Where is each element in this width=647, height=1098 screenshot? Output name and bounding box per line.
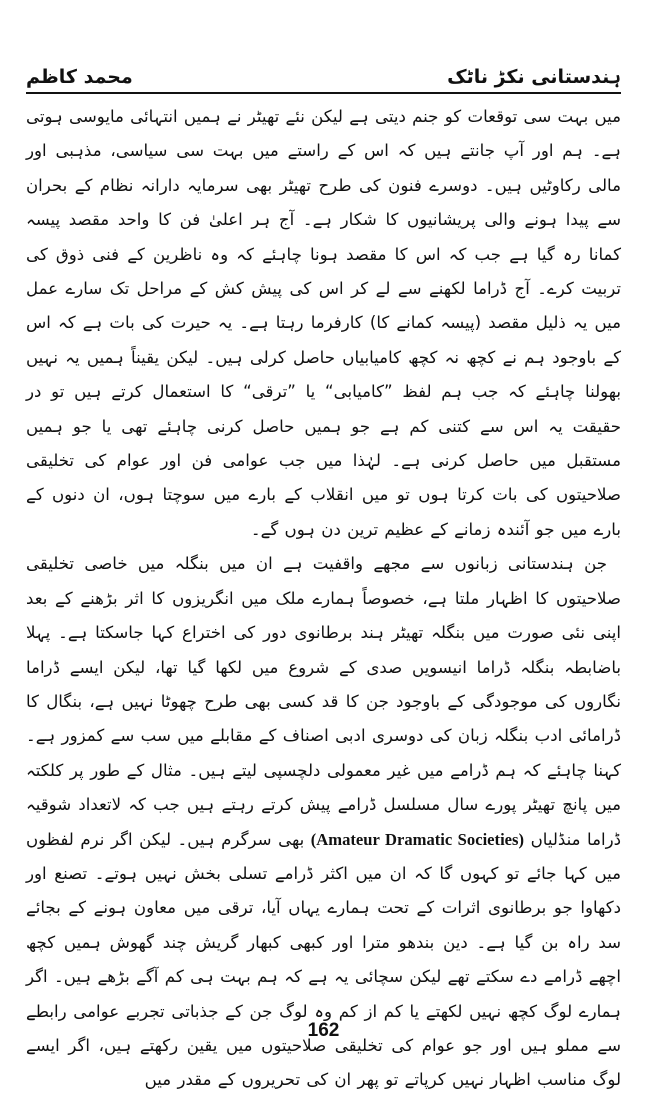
paragraph-2-part-2: بھی سرگرم ہیں۔ لیکن اگر نرم لفظوں میں کہا جائے تو کہوں گا کہ ان میں اکثر ڈرامے تسلی بخش نہیں ہوتے۔ تصنع اور دکھاوا جو برطانوی اثرات کے تحت ہمارے یہاں آیا، ترقی میں معاون ہونے کے بجائے سد راہ بن گیا ہے۔ دین بندھو مترا اور کبھی کبھار گریش چند گھوش ہمیں کچھ اچھے ڈرامے دے سکتے تھے لیکن سچائی یہ ہے کہ ہم بہت ہی کم آگے بڑھے ہیں۔ اگر ہمارے لوگ کچھ نہیں لکھتے یا کم از کم وہ لوگ جن کے جذباتی تجربے عوامی رابطے سے مملو ہیں اور جو عوام کی تخلیقی صلاحیتوں میں یقین رکھتے ہیں، اگر ایسے لوگ مناسب اظہار نہیں کرپاتے تو پھر ان کی تحریروں کے مقدر میں	[26, 829, 621, 1090]
english-term: (Amateur Dramatic Societies)	[310, 829, 525, 849]
paragraph-1: میں بہت سی توقعات کو جنم دیتی ہے لیکن نئے تھیٹر نے ہمیں انتہائی مایوسی ہوتی ہے۔ ہم اور آپ جانتے ہیں کہ اس کے راستے میں بہت سی سیاسی، مذہبی اور مالی رکاوٹیں ہیں۔ دوسرے فنون کی طرح تھیٹر بھی سرمایہ دارانہ نظام کے بحران سے پیدا ہونے والی پریشانیوں کا شکار ہے۔ آج ہر اعلیٰ فن کا واحد مقصد پیسہ کمانا رہ گیا ہے جب کہ اس کا مقصد ہونا چاہئے کہ وہ ناظرین کے فنی ذوق کی تربیت کرے۔ آج ڈراما لکھنے سے لے کر اس کی پیش کش کے مراحل تک سارے عمل میں یہ ذلیل مقصد (پیسہ کمانے کا) کارفرما رہتا ہے۔ یہ حیرت کی بات ہے کہ اس کے باوجود ہم نے کچھ نہ کچھ کامیابیاں حاصل کرلی ہیں۔ لیکن یقیناً ہمیں یہ نہیں بھولنا چاہئے کہ جب ہم لفظ ”کامیابی“ یا ”ترقی“ کا استعمال کرتے ہیں تو در حقیقت یہ اس سے کتنی کم ہے جو ہمیں حاصل کرنی چاہئے تھی یا جو ہمیں مستقبل میں حاصل کرنی ہے۔ لہٰذا میں جب عوامی فن اور عوام کی تخلیقی صلاحیتوں کی بات کرتا ہوں تو میں انقلاب کے بارے میں سوچتا ہوں، ان دنوں کے بارے میں جو آئندہ زمانے کے عظیم ترین دن ہوں گے۔	[26, 107, 621, 539]
book-title: ہندستانی نکڑ ناٹک	[447, 66, 621, 88]
paragraph-2-part-1: جن ہندستانی زبانوں سے مجھے واقفیت ہے ان میں بنگلہ میں خاصی تخلیقی صلاحیتوں کا اظہار ملتا ہے، خصوصاً ہمارے ملک میں انگریزوں کا اثر بڑھنے کے بعد اپنی نئی صورت میں بنگلہ تھیٹر ہند برطانوی دور کی اختراع کہا جاسکتا ہے۔ پہلا باضابطہ بنگلہ ڈراما انیسویں صدی کے شروع میں لکھا گیا تھا، لیکن ایسے ڈراما نگاروں کی موجودگی کے باوجود جن کا قد کسی بھی طرح چھوٹا نہیں ہے، بنگال کا ڈرامائی ادب بنگلہ زبان کی دوسری ادبی اصناف کے مقابلے میں سب سے کمزور ہے۔ کہنا چاہئے کہ ہم ڈرامے میں غیر معمولی دلچسپی لیتے ہیں۔ مثال کے طور پر کلکتہ میں پانچ تھیٹر پورے سال مسلسل ڈرامے پیش کرتے رہتے ہیں جب کہ لاتعداد شوقیہ ڈراما منڈلیاں	[26, 554, 621, 849]
running-header	[26, 62, 621, 92]
author-name: محمد کاظم	[26, 66, 133, 88]
body-text	[26, 100, 621, 1098]
header-rule	[26, 92, 621, 94]
page-number: 162	[307, 1020, 340, 1041]
paragraph-2	[26, 547, 621, 1098]
